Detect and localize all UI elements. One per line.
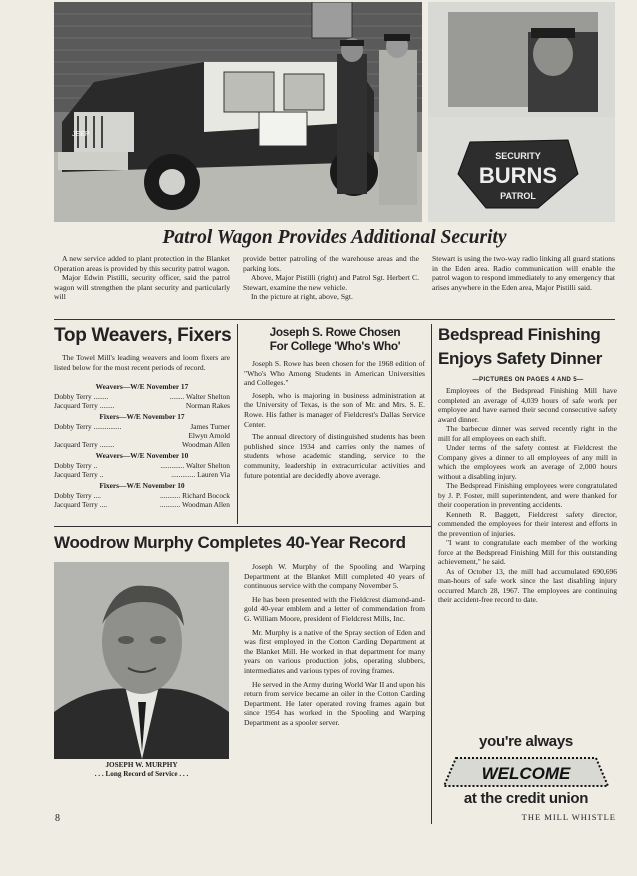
murphy-portrait [54, 562, 229, 759]
row-left: Jacquard Terry .... [54, 500, 108, 509]
page-number: 8 [55, 813, 60, 824]
bedspread-p3: Under terms of the safety contest at Fieldcrest the Company gives a dinner to all employees of any mill in which the employees work an average of 2,000 hours without a disabling injury. [438, 443, 617, 481]
murphy-caption [54, 761, 229, 779]
list-item [54, 422, 230, 431]
welcome-mat [442, 756, 610, 788]
section-title: Weavers—W/E November 10 [95, 451, 189, 460]
ad-line3: at the credit union [463, 790, 589, 807]
list-item [54, 431, 230, 440]
patrol-story-col2 [243, 254, 419, 302]
section-title: Weavers—W/E November 17 [95, 382, 189, 391]
row-right: James Turner [190, 422, 230, 431]
emblem-line2: BURNS [478, 163, 558, 188]
row-left: Dobby Terry ............... [54, 422, 122, 431]
row-right: ............. Lauren Via [171, 470, 230, 479]
row-right: Woodman Allen [181, 440, 230, 449]
rowe-headline-line2: For College 'Who's Who' [269, 339, 401, 353]
list-item [54, 392, 230, 401]
patrol-story-col3 [432, 254, 615, 292]
bedspread-headline [438, 323, 618, 371]
row-left: Jacquard Terry .. [54, 470, 104, 479]
list-item [54, 461, 230, 470]
bedspread-p6: "I want to congratulate each member of the working force at the Bedspread Finishing Mill for this outstanding achievement," he said. [438, 538, 617, 566]
bedspread-story [438, 386, 617, 605]
murphy-headline: Woodrow Murphy Completes 40-Year Record [54, 533, 406, 552]
weavers-section [54, 481, 230, 509]
list-item [54, 470, 230, 479]
row-left: Dobby Terry ........ [54, 392, 109, 401]
patrol-col2-p3: In the picture at right, above, Sgt. [251, 292, 353, 302]
main-headline: Patrol Wagon Provides Additional Security [162, 227, 507, 248]
patrol-col2-p2: Above, Major Pistilli (right) and Patrol Sgt. Herbert C. Stewart, examine the new vehicle. [243, 273, 419, 292]
patrol-col3-p1: Stewart is using the two-way radio linking all guard stations in the Eden area. Radio communication will enable the patrol wagon to respond immediately to any emergency that arises anywhere in the Eden area, Major Pistilli said. [432, 254, 615, 292]
weavers-section [54, 412, 230, 449]
bedspread-p4: The Bedspread Finishing employees were congratulated by J. P. Foster, mill superintendent, and were thanked for their cooperation in preventing accidents. [438, 481, 617, 509]
weavers-headline: Top Weavers, Fixers [54, 325, 232, 346]
publication-name: THE MILL WHISTLE [521, 812, 616, 822]
row-right: ............. Walter Shelton [160, 461, 230, 470]
patrol-story-col1 [54, 254, 230, 302]
rowe-p1: Joseph S. Rowe has been chosen for the 1968 edition of "Who's Who Among Students in American Universities and Colleges." [244, 359, 425, 388]
murphy-p3: Mr. Murphy is a native of the Spray section of Eden and was first employed in the Cotton Carding Department at the Blanket Mill. He worked in that department for many years on various production jobs, operating slubbers, intermediates and various types of roving frames. [244, 627, 425, 675]
row-right: Elwyn Arnold [188, 431, 230, 440]
murphy-p2: He has been presented with the Fieldcrest diamond-and-gold 40-year emblem and a letter of commendation from G. William Moore, president of Fieldcrest Mills, Inc. [244, 594, 425, 623]
row-left: Jacquard Terry ........ [54, 440, 115, 449]
emblem-line1: SECURITY [495, 151, 541, 161]
bedspread-p5: Kenneth R. Baggett, Fieldcrest safety director, commended the employees for their interest and efforts in the prevention of injuries. [438, 509, 617, 538]
section-title: Fixers—W/E November 10 [99, 481, 185, 490]
row-right: ........ Walter Shelton [169, 392, 230, 401]
bedspread-kicker: —PICTURES ON PAGES 4 AND 5— [472, 376, 584, 383]
bedspread-p2: The barbecue dinner was served recently right in the mill for all employees on each shift. [438, 424, 617, 443]
murphy-caption-sub: . . . Long Record of Service . . . [94, 770, 189, 778]
list-item [54, 401, 230, 410]
row-right: ........... Richard Bocock [160, 491, 230, 500]
patrol-col1-p1: A new service added to plant protection in the Blanket Operation areas is provided by this security patrol wagon. [54, 254, 230, 273]
list-item [54, 440, 230, 449]
murphy-p1: Joseph W. Murphy of the Spooling and Warping Department at the Blanket Mill completed 40 years of continuous service with the company November 5. [244, 562, 425, 591]
divider-col1 [237, 324, 238, 524]
weavers-section [54, 382, 230, 410]
row-left: Dobby Terry .... [54, 491, 101, 500]
patrol-col2-p1: provide better patroling of the warehouse areas and the parking lots. [243, 254, 419, 273]
weavers-section [54, 451, 230, 479]
rowe-p3: The annual directory of distinguished students has been published since 1934 and carries only the names of students whose academic standing, service to the community, leadership in extracurricular activities and future potential are decidedly above average. [244, 432, 425, 480]
radio-officer-photo [428, 2, 615, 222]
row-left: Dobby Terry .. [54, 461, 98, 470]
bedspread-headline-line1: Bedspread Finishing [438, 325, 601, 344]
divider-top [54, 319, 615, 320]
rowe-p2: Joseph, who is majoring in business administration at the University of Texas, is the son of Mr. and Mrs. S. E. Rowe. His father is manager of Fieldcrest's Dallas Service Center. [244, 390, 425, 429]
rowe-story [244, 359, 425, 480]
row-right: Norman Rakes [185, 401, 230, 410]
radio-officer-illustration [428, 2, 615, 222]
murphy-story [244, 562, 425, 728]
wagon-plate: JEEP [72, 131, 90, 138]
section-title: Fixers—W/E November 17 [99, 412, 185, 421]
bedspread-p7: As of October 13, the mill had accumulated 690,696 man-hours of safe work since the last disabling injury occurred March 28, 1967. The employees are continuing their accident-free record to date. [438, 566, 617, 604]
bedspread-headline-line2: Enjoys Safety Dinner [438, 349, 603, 368]
divider-murphy [54, 526, 431, 527]
rowe-headline [244, 325, 426, 353]
weavers-list [54, 382, 230, 509]
patrol-wagon-photo [54, 2, 422, 222]
list-item [54, 500, 230, 509]
divider-col2 [431, 324, 432, 824]
weavers-intro: The Towel Mill's leading weavers and loom fixers are listed below for the most recent periods of record. [54, 353, 230, 372]
patrol-col1-p2: Major Edwin Pistilli, security officer, said the patrol wagon will strengthen the plant security and particularly will [54, 273, 230, 302]
welcome-mat-illustration [442, 756, 610, 788]
rowe-headline-line1: Joseph S. Rowe Chosen [269, 325, 401, 339]
murphy-p4: He served in the Army during World War II and upon his return from service became an oiler in the Cotton Carding Department. He later operated roving frames again but since 1954 has worked in the Spooling and Warping Department as a spooler server. [244, 679, 425, 727]
row-left: Jacquard Terry ........ [54, 401, 115, 410]
ad-line1: you're always [479, 733, 573, 750]
murphy-caption-name: JOSEPH W. MURPHY [105, 761, 178, 769]
mat-text: WELCOME [481, 764, 571, 783]
emblem-line3: PATROL [500, 191, 536, 201]
list-item [54, 491, 230, 500]
murphy-portrait-illustration [54, 562, 229, 759]
bedspread-p1: Employees of the Bedspread Finishing Mill have completed an average of 4,039 hours of safe work per employee and have earned their second consecutive safety award dinner. [438, 386, 617, 424]
patrol-wagon-illustration [54, 2, 422, 222]
row-right: ........... Woodman Allen [159, 500, 230, 509]
